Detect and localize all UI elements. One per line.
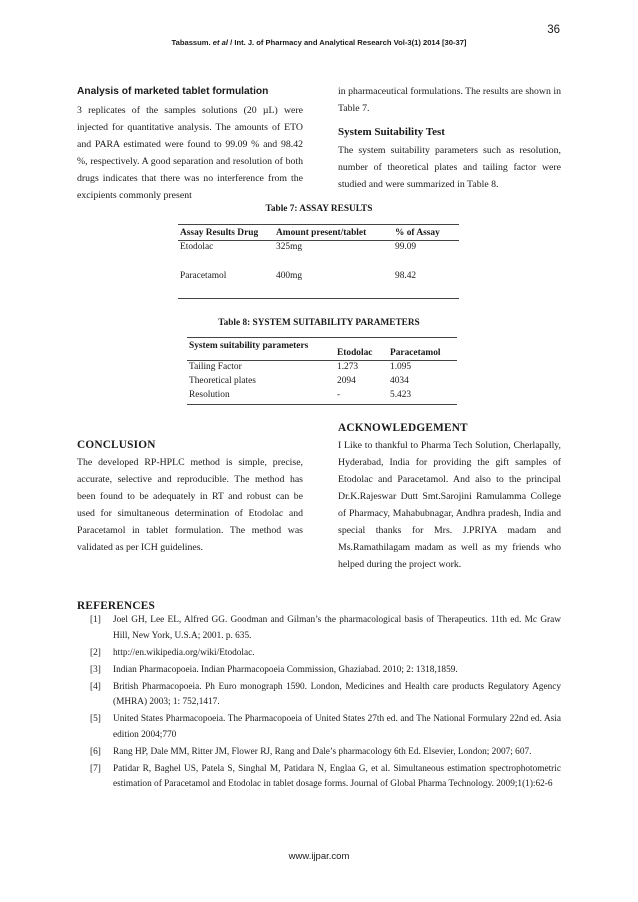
table-cell: Etodolac [180, 242, 214, 252]
acknowledgement-section [338, 420, 561, 573]
reference-text: http://en.wikipedia.org/wiki/Etodolac. [113, 647, 255, 658]
system-suitability-heading: System Suitability Test [338, 126, 445, 138]
reference-item [77, 663, 561, 679]
table-row [187, 361, 457, 377]
analysis-text: 3 replicates of the samples solutions (20 µL) were injected for quantitative analysis. The amounts of ETO and PARA estimated were found to 99.09 % and 98.42 %, respectively. A good separation and resolution of both drugs indicates that there was no interference from the excipients commonly present [77, 105, 303, 201]
conclusion-text: The developed RP-HPLC method is simple, precise, accurate, selective and reproducible. The method has been found to be adequately in RT and robust can be used for simultaneous determination of Etodolac and Paracetamol in tablet formulation. The method was validated as per ICH guidelines. [77, 457, 303, 553]
reference-number: [4] [90, 681, 101, 692]
reference-number: [6] [90, 746, 101, 757]
reference-text: Joel GH, Lee EL, Alfred GG. Goodman and Gilman’s the pharmacological basis of Therapeutics. 11th ed. Mc Graw Hill, New York, U.S.A; 2001. p. 635. [113, 615, 561, 641]
table-cell: 2094 [337, 376, 356, 386]
table-row [178, 271, 459, 299]
table-cell: Tailing Factor [189, 362, 242, 372]
table-cell: 1.095 [390, 362, 412, 372]
reference-item [77, 680, 561, 711]
reference-text: Patidar R, Baghel US, Patela S, Singhal M, Patidara N, Englaa G, et al. Simultaneous estimation spectrophotometric estimation of Paracetamol and Etodolac in tablet dosage forms. Journal of Global Pharma Technology. 2009;1(1):62-6 [113, 763, 561, 789]
analysis-heading: Analysis of marketed tablet formulation [77, 86, 269, 97]
table-row [187, 376, 457, 390]
reference-number: [7] [90, 763, 101, 774]
table8 [187, 337, 457, 405]
references-heading: REFERENCES [77, 600, 155, 612]
table7-caption: Table 7: ASSAY RESULTS [265, 204, 373, 214]
table-row [178, 241, 459, 272]
conclusion-section [77, 437, 303, 556]
table-header-cell: Assay Results Drug [180, 228, 259, 238]
table-header-cell: Etodolac [337, 348, 373, 358]
table7 [178, 224, 459, 299]
header-authors: Tabassum. [171, 38, 211, 47]
header-journal: / Int. J. of Pharmacy and Analytical Research Vol-3(1) 2014 [30-37] [230, 38, 467, 47]
table-cell: Theoretical plates [189, 376, 256, 386]
reference-item [77, 745, 561, 761]
continuation-text: in pharmaceutical formulations. The results are shown in Table 7. [338, 86, 561, 114]
table-header-cell: % of Assay [395, 228, 440, 238]
conclusion-heading: CONCLUSION [77, 439, 156, 451]
table-header-row [187, 338, 457, 361]
table-row [187, 390, 457, 405]
header-etal: et al [212, 38, 228, 47]
table-cell: 325mg [276, 242, 303, 252]
reference-number: [3] [90, 664, 101, 675]
table-cell: Resolution [189, 390, 230, 400]
reference-item [77, 613, 561, 644]
acknowledgement-heading: ACKNOWLEDGEMENT [338, 422, 468, 434]
table-cell: 4034 [390, 376, 409, 386]
table-header-cell: Paracetamol [390, 348, 441, 358]
table-cell: 5.423 [390, 390, 412, 400]
reference-text: Rang HP, Dale MM, Ritter JM, Flower RJ, Rang and Dale’s pharmacology 6th Ed. Elsevier, London; 2007; 607. [113, 746, 532, 757]
right-top-section [338, 83, 561, 193]
system-suitability-text: The system suitability parameters such as resolution, number of theoretical plates and tailing factor were studied and were summarized in Table 8. [338, 145, 561, 190]
table-header-row [178, 225, 459, 241]
reference-item [77, 762, 561, 793]
reference-number: [1] [90, 615, 101, 625]
table-header-cell: Amount present/tablet [276, 228, 367, 238]
table-cell: 98.42 [395, 271, 417, 281]
reference-text: United States Pharmacopoeia. The Pharmacopoeia of United States 27th ed. and The National Formulary 22nd ed. Asia edition 2004;770 [113, 714, 561, 740]
analysis-section [77, 83, 303, 204]
table-cell: - [337, 390, 341, 400]
table-cell: 1.273 [337, 362, 359, 372]
reference-item [77, 646, 561, 662]
acknowledgement-text: I Like to thankful to Pharma Tech Solution, Cherlapally, Hyderabad, India for providing the gift samples of Etodolac and Paracetamol. And also to the principal Dr.K.Rajeswar Dutt Smt.Sarojini Ramulamma College of Pharmacy, Mahabubnagar, Andhra pradesh, India and special thanks for Mrs. J.PRIYA madam and Ms.Ramathilagam madam as well as my friends who helped during the project work. [338, 440, 561, 570]
table-cell: 99.09 [395, 242, 417, 252]
reference-item [77, 712, 561, 743]
reference-text: Indian Pharmacopoeia. Indian Pharmacopoeia Commission, Ghaziabad. 2010; 2: 1318,1859. [113, 664, 458, 675]
reference-number: [5] [90, 714, 101, 724]
page-number: 36 [547, 24, 560, 36]
table-header-cell: System suitability parameters [189, 341, 309, 351]
table-cell: Paracetamol [180, 271, 227, 281]
reference-text: British Pharmacopoeia. Ph Euro monograph 1590. London, Medicines and Health care products Regulatory Agency (MHRA) 2003; 1: 752,1417. [113, 681, 561, 707]
table-cell: 400mg [276, 271, 303, 281]
running-header [0, 38, 638, 47]
references-section [77, 600, 561, 794]
reference-number: [2] [90, 647, 101, 658]
table8-caption: Table 8: SYSTEM SUITABILITY PARAMETERS [218, 318, 420, 328]
footer-url: www.ijpar.com [288, 851, 350, 862]
